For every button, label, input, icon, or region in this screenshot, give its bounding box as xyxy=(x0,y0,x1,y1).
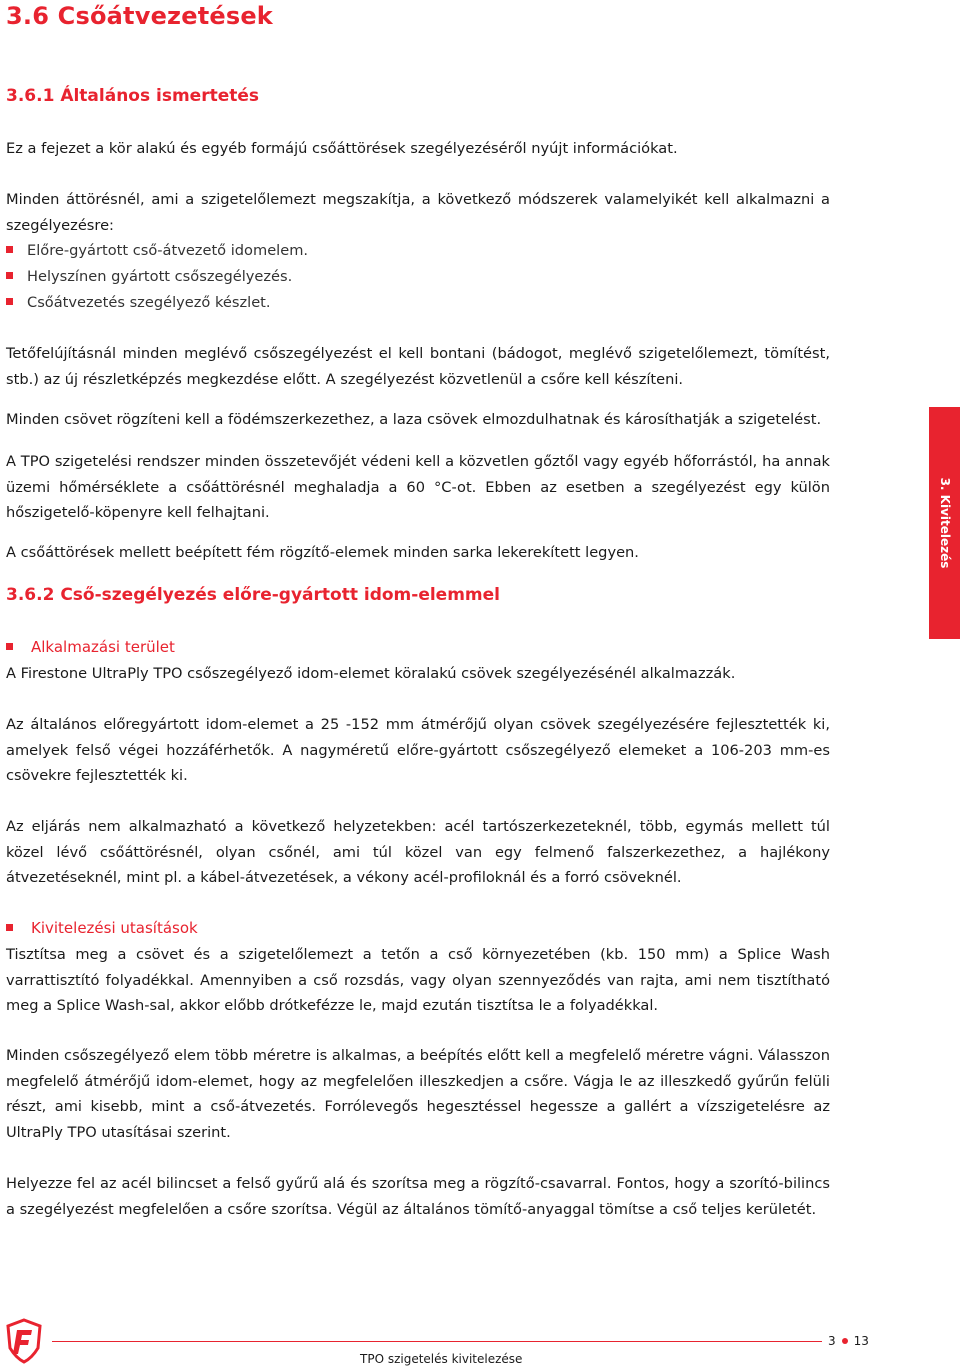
page-title: 3.6 Csőátvezetések xyxy=(6,2,273,30)
rounded-paragraph: A csőáttörések mellett beépített fém rögzítő-elemek minden sarka lekerekített legyen. xyxy=(6,544,639,561)
bullet-item: Csőátvezetés szegélyező készlet. xyxy=(6,290,271,316)
subheading-application: Alkalmazási terület xyxy=(6,635,175,661)
page-number: 3 13 xyxy=(828,1334,869,1348)
sizes-paragraph: Az általános előregyártott idom-elemet a 25 -152 mm átmérőjű olyan csövek szegélyezésére fejlesztették ki, amelyek felső végei hozzáférhetők. A nagyméretű előre-gyártott csőszegélyező elemeket a 106-203 mm-es csövekre fejlesztették ki. xyxy=(6,716,830,785)
section-heading-3-6-2: 3.6.2 Cső-szegélyezés előre-gyártott idom-elemmel xyxy=(6,585,500,605)
protect-paragraph: A TPO szigetelési rendszer minden összetevőjét védeni kell a közvetlen gőztől vagy egyéb hőforrástól, ha annak üzemi hőmérséklete a csőáttörésnél meghaladja a 60 °C-ot. Ebben az esetben a szegélyezést egy külön hőszigetelő-köpenyre kell felhajtani. xyxy=(6,453,830,522)
footer-divider xyxy=(52,1341,822,1342)
firestone-logo-icon xyxy=(4,1318,44,1364)
dot-icon xyxy=(842,1338,848,1344)
clamp-paragraph: Helyezze fel az acél bilincset a felső gyűrű alá és szorítsa meg a rögzítő-csavarral. Fontos, hogy a szorító-bilincs a szegélyezést megfelelően a csőre szorítsa. Végül az általános tömítő-anyaggal tömítse a cső teljes kerületét. xyxy=(6,1175,830,1218)
methods-paragraph: Minden áttörésnél, ami a szigetelőlemezt megszakítja, a következő módszerek valamelyikét kell alkalmazni a szegélyezésre: xyxy=(6,191,830,234)
section-heading-3-6-1: 3.6.1 Általános ismertetés xyxy=(6,86,260,106)
bullet-square-icon xyxy=(6,924,13,931)
intro-paragraph: Ez a fejezet a kör alakú és egyéb formájú csőáttörések szegélyezéséről nyújt információkat. xyxy=(6,140,678,157)
renovation-paragraph: Tetőfelújításnál minden meglévő csőszegélyezést el kell bontani (bádogot, meglévő szigetelőlemezt, tömítést, stb.) az új részletképzés megkezdése előtt. A szegélyezést közvetlenül a csőre kell készíteni. xyxy=(6,345,830,388)
chapter-side-tab-label: 3. Kivitelezés xyxy=(937,477,952,569)
bullet-item: Előre-gyártott cső-átvezető idomelem. xyxy=(6,238,308,264)
fix-paragraph: Minden csövet rögzíteni kell a födémszerkezethez, a laza csövek elmozdulhatnak és károsíthatják a szigetelést. xyxy=(6,411,822,428)
bullet-square-icon xyxy=(6,272,13,279)
footer-title: TPO szigetelés kivitelezése xyxy=(360,1352,523,1366)
not-applicable-paragraph: Az eljárás nem alkalmazható a következő helyzetekben: acél tartószerkezeteknél, több, egymás mellett túl közel lévő csőáttörésnél, olyan csőnél, ami túl közel van egy felmenő falszerkezethez, a hajlékony átvezetéseknél, mint pl. a kábel-átvezetések, a vékony acél-profiloknál és a forró csöveknél. xyxy=(6,818,830,887)
bullet-item: Helyszínen gyártott csőszegélyezés. xyxy=(6,264,292,290)
bullet-square-icon xyxy=(6,298,13,305)
application-paragraph: A Firestone UltraPly TPO csőszegélyező idom-elemet köralakú csövek szegélyezésénél alkalmazzák. xyxy=(6,665,736,682)
bullet-square-icon xyxy=(6,643,13,650)
cut-paragraph: Minden csőszegélyező elem több méretre is alkalmas, a beépítés előtt kell a megfelelő méretre vágni. Válasszon megfelelő átmérőjű idom-elemet, hogy az megfelelően illeszkedjen a csőre. Vágja le az illeszkedő gyűrűn felüli részt, ami kisebb, mint a cső-átvezetés. Forrólevegős hegesztéssel hegessze a gallért a vízszigetelésre az UltraPly TPO utasításai szerint. xyxy=(6,1047,830,1141)
chapter-side-tab xyxy=(929,407,960,639)
clean-paragraph: Tisztítsa meg a csövet és a szigetelőlemezt a tetőn a cső környezetében (kb. 150 mm) a Splice Wash varrattisztító folyadékkal. Amennyiben a cső rozsdás, vagy olyan szennyeződés van rajta, ami nem tisztítható meg a Splice Wash-sal, akkor előbb drótkefézze le, majd ezután tisztítsa le a folyadékkal. xyxy=(6,946,830,1015)
bullet-square-icon xyxy=(6,246,13,253)
subheading-instructions: Kivitelezési utasítások xyxy=(6,916,198,942)
